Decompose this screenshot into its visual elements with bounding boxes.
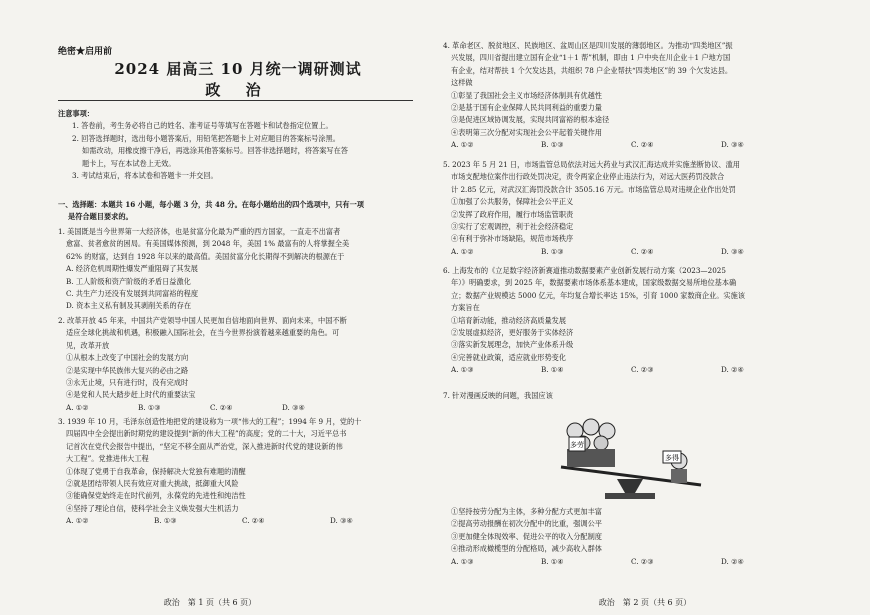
statement-item: ③更加健全体现效率、促进公平的收入分配制度 — [451, 531, 602, 541]
statement-item: ④表明第三次分配对实现社会公平起着关键作用 — [451, 127, 602, 137]
statement-item: ②是实现中华民族伟大复兴的必由之路 — [66, 365, 189, 375]
question-stem: 见，改革开放 — [66, 340, 110, 350]
choice-c[interactable]: C. ②④ — [631, 246, 654, 256]
question-stem: 2. 改革开放 45 年来，中国共产党领导中国人民更加自信地面向世界、面向未来，中国不断 — [58, 316, 347, 325]
statement-item: ①体现了党勇于自我革命，保持解决大党独有难题的清醒 — [66, 466, 246, 476]
cartoon-right-sign: 多得 — [665, 454, 679, 462]
choice-a[interactable]: A. ①③ — [451, 556, 474, 566]
question-stem: 计 2.85 亿元，对武汉汇海罚没款合计 3505.16 万元。市场监管总局对违规企业作出处罚 — [451, 184, 736, 194]
answer-option[interactable]: C. 共生产力还没有发展到共同富裕的程度 — [66, 289, 199, 299]
choice-a[interactable]: A. ①② — [66, 516, 89, 526]
cartoon-left-sign: 多劳 — [570, 441, 584, 449]
statement-item: ④是党和人民大踏步赶上时代的重要法宝 — [66, 390, 196, 400]
statement-item: ③落实新发展理念，加快产业体系升级 — [451, 340, 574, 350]
answer-option[interactable]: A. 经济危机周期性爆发严重阻碍了其发展 — [66, 264, 198, 274]
answer-choices — [58, 515, 418, 527]
question-7-items — [443, 506, 811, 568]
question-stem: 7. 针对漫画反映的问题，我国应该 — [443, 391, 553, 400]
statement-item: ①从根本上改变了中国社会的发展方向 — [66, 353, 189, 363]
notice-section — [58, 108, 348, 182]
question-7-stem — [443, 390, 553, 402]
statement-item: ①彰显了我国社会主义市场经济体制具有优越性 — [451, 90, 602, 100]
choice-d[interactable]: D. ②④ — [721, 556, 744, 566]
exam-subject: 政 治 — [205, 81, 271, 99]
notice-line: 3. 考试结束后，将本试卷和答题卡一并交回。 — [72, 171, 218, 181]
statement-item: ②就是团结带领人民有效应对重大挑战，抵御重大风险 — [66, 479, 239, 489]
title-divider — [58, 100, 413, 101]
choice-b[interactable]: B. ①④ — [541, 556, 564, 566]
notice-line: 2. 回答选择题时，选出每小题答案后，用铅笔把答题卡上对应题目的答案标号涂黑。 — [72, 133, 340, 143]
statement-item: ④有利于弥补市场缺陷，规范市场秩序 — [451, 234, 574, 244]
answer-choices — [443, 139, 811, 151]
choice-d[interactable]: D. ③④ — [721, 140, 744, 150]
question-stem: 年）》明确要求，到 2025 年，数据要素市场体系基本建成，国家级数据交易所地位基本确 — [451, 278, 737, 288]
statement-item: ②发挥了政府作用，履行市场监管职责 — [451, 209, 574, 219]
question-stem: 大工程”。党推进伟大工程 — [66, 454, 149, 464]
notice-line: 如需改动，用橡皮擦干净后，再选涂其他答案标号。回答非选择题时，将答案写在答 — [82, 146, 348, 156]
choice-d[interactable]: D. ③④ — [721, 246, 744, 256]
question-stem: 4. 革命老区、脱贫地区、民族地区、盆周山区是四川发展的薄弱地区。为推动“四类地区”振 — [443, 41, 733, 50]
statement-item: ②是基于国有企业保障人民共同利益的重要力量 — [451, 103, 602, 113]
statement-item: ③实行了宏观调控，利于社会经济稳定 — [451, 222, 574, 232]
notice-heading: 注意事项： — [58, 109, 94, 118]
answer-choices — [443, 556, 811, 568]
question-stem: 四届四中全会提出新时期党的建设提到“新的伟大工程”的高度；党的二十大，习近平总书 — [66, 429, 347, 439]
choice-a[interactable]: A. ①③ — [451, 365, 474, 375]
question-stem: 1. 美国既是当今世界第一大经济体，也是贫富分化最为严重的西方国家，一直走不出富者 — [58, 227, 341, 236]
question-stem: 兴发展，四川省提出建立国有企业“1＋1 帮”机制，即由 1 户中央在川企业＋1 户地方国 — [451, 53, 731, 63]
choice-b[interactable]: B. ①③ — [138, 402, 161, 412]
section-line: 一、选择题：本题共 16 小题，每小题 3 分，共 48 分。在每小题给出的四个选项中，只有一项 — [58, 200, 364, 209]
statement-item: ①坚持按劳分配为主体，多种分配方式更加丰富 — [451, 507, 602, 516]
choice-a[interactable]: A. ①② — [451, 140, 474, 150]
question-stem: 这样做 — [451, 78, 473, 88]
choice-b[interactable]: B. ①③ — [154, 516, 177, 526]
question-3 — [58, 416, 418, 528]
question-stem: 有企业，结对帮扶 1 个欠发达县，共组织 78 户企业帮扶“四类地区”的 39 个欠发达县。 — [451, 65, 733, 75]
question-stem: 适应全球化挑战和机遇，积极融入国际社会，在当今世界扮演着越来越重要的角色。可 — [66, 328, 340, 338]
question-stem: 方案旨在 — [451, 303, 480, 313]
page-1 — [0, 0, 420, 615]
choice-a[interactable]: A. ①② — [66, 402, 89, 412]
statement-item: ④完善就业政策，适应就业形势变化 — [451, 352, 567, 362]
notice-line: 题卡上，写在本试卷上无效。 — [82, 158, 176, 168]
statement-item: ④推动形成橄榄型的分配格局，减少高收入群体 — [451, 544, 602, 554]
answer-option[interactable]: B. 工人阶级和资产阶级的矛盾日益激化 — [66, 276, 191, 286]
choice-c[interactable]: C. ②③ — [631, 556, 654, 566]
choice-c[interactable]: C. ②④ — [631, 140, 654, 150]
answer-choices — [443, 364, 811, 376]
question-stem: 市场支配地位案作出行政处罚决定，责令两家企业停止违法行为，对远大医药罚没款合 — [451, 172, 725, 182]
section-1-heading — [58, 199, 364, 224]
choice-c[interactable]: C. ②④ — [210, 402, 233, 412]
question-2 — [58, 315, 354, 414]
question-stem: 3. 1939 年 10 月，毛泽东创造性地把党的建设称为一项“伟大的工程”；1994 年 9 月，党的十 — [58, 417, 362, 426]
page-footer: 政治 第 2 页（共 6 页） — [598, 598, 692, 607]
statement-item: ③永无止境，只有进行时，没有完成时 — [66, 378, 189, 388]
choice-a[interactable]: A. ①② — [451, 246, 474, 256]
question-stem: 立；数据产业规模达 5000 亿元，年均复合增长率达 15%，引育 1000 家数商企业。实施该 — [451, 290, 745, 300]
statement-item: ②发展虚拟经济，更好服务于实体经济 — [451, 328, 574, 338]
choice-b[interactable]: B. ①③ — [541, 140, 564, 150]
notice-line: 1. 答卷前，考生务必将自己的姓名、准考证号等填写在答题卡和试卷指定位置上。 — [72, 121, 333, 131]
secret-label: 绝密★启用前 — [58, 47, 113, 57]
choice-d[interactable]: D. ③④ — [282, 402, 305, 412]
question-1 — [58, 226, 349, 313]
page-2 — [435, 0, 855, 615]
answer-option[interactable]: D. 资本主义私有制及其剥削关系的存在 — [66, 301, 192, 311]
section-line: 是符合题目要求的。 — [68, 212, 133, 222]
statement-item: ③能确保党始终走在时代前列，永葆党的先进性和纯洁性 — [66, 491, 246, 501]
statement-item: ③是促进区域协调发展，实现共同富裕的根本途径 — [451, 115, 610, 125]
statement-item: ①加强了公共服务，保障社会公平正义 — [451, 197, 574, 207]
question-6 — [443, 265, 811, 377]
choice-b[interactable]: B. ①④ — [541, 365, 564, 375]
seesaw-cartoon-image — [555, 413, 705, 505]
question-stem: 愈富、贫者愈贫的困局。有美国媒体预测，到 2048 年，美国 1% 最富有的人将掌握全美 — [66, 239, 350, 249]
question-5 — [443, 159, 811, 258]
statement-item: ①培育新动能，推动经济高质量发展 — [451, 315, 567, 325]
choice-c[interactable]: C. ②③ — [631, 365, 654, 375]
choice-b[interactable]: B. ①③ — [541, 246, 564, 256]
question-4 — [443, 40, 811, 152]
question-stem: 记首次在党代会报告中提出，“坚定不移全面从严治党，深入推进新时代党的建设新的伟 — [66, 441, 343, 451]
question-stem: 5. 2023 年 5 月 21 日，市场监管总局依法对远大药业与武汉汇海达成并实施垄断协议、滥用 — [443, 160, 740, 169]
answer-choices — [443, 246, 811, 258]
exam-title: 2024 届高三 10 月统一调研测试 — [114, 60, 362, 78]
choice-d[interactable]: D. ③④ — [330, 516, 353, 526]
question-stem: 6. 上海发布的《立足数字经济新赛道推动数据要素产业创新发展行动方案（2023—2025 — [443, 266, 726, 275]
choice-d[interactable]: D. ②④ — [721, 365, 744, 375]
choice-c[interactable]: C. ②④ — [242, 516, 265, 526]
page-footer: 政治 第 1 页（共 6 页） — [163, 598, 257, 607]
statement-item: ④坚持了理论自信，使科学社会主义焕发强大生机活力 — [66, 503, 239, 513]
answer-choices — [58, 402, 354, 414]
statement-item: ②提高劳动报酬在初次分配中的比重，强调公平 — [451, 519, 602, 529]
question-stem: 62% 的财富，达到自 1928 年以来的最高值。美国贫富分化长期得不到解决的根源在于 — [66, 251, 345, 261]
